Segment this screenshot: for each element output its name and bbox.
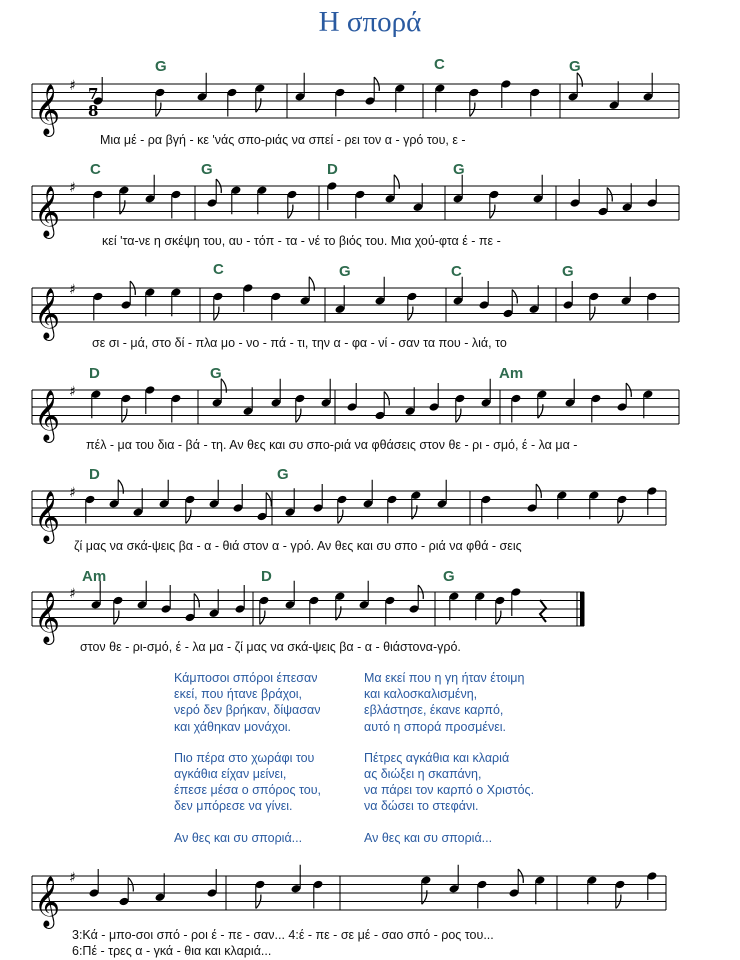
note-flag — [422, 890, 427, 904]
verse-line: δεν μπόρεσε να γίνει. — [174, 799, 293, 814]
verse-line: εβλάστησε, έκανε καρπό, — [364, 703, 504, 718]
chord-symbol: G — [339, 263, 351, 280]
treble-clef-icon: 𝄞 — [34, 84, 61, 135]
lyrics-line: στον θε - ρι-σμό, έ - λα μα - ζί μας να σκά-ψεις βα - α - θιάστονα-γρό. — [80, 640, 461, 654]
verse-line: νερό δεν βρήκαν, δίψασαν — [174, 703, 321, 718]
note-flag — [412, 505, 417, 519]
verse-line: Πέτρες αγκάθια και κλαριά — [364, 750, 510, 765]
verse-line: Πιο πέρα στο χωράφι του — [174, 750, 315, 765]
verse-stanza — [174, 750, 321, 815]
verse-line: αγκάθια είχαν μείνει, — [174, 767, 287, 782]
verse-line: να δώσει το στεφάνι. — [364, 799, 479, 814]
lyrics-line: σε σι - μά, στο δί - πλα μο - νο - πά - τι, την α - φα - νί - σαν τα που - λιά, το — [92, 336, 507, 350]
chord-symbol: G — [443, 568, 455, 585]
verse-line: Μα εκεί που η γη ήταν έτοιμη — [364, 671, 525, 685]
note-flag — [256, 98, 261, 112]
verse-line: Αν θες και συ σποριά... — [174, 830, 303, 845]
lyrics-line: πέλ - μα του δια - βά - τη. Αν θες και συ σπο-ριά να φθάσεις στον θε - ρι - σμό, έ - λα μα - — [86, 438, 578, 452]
verse-line: και καλοσκαλισμένη, — [364, 687, 478, 702]
sharp-icon: ♯ — [69, 384, 76, 400]
chord-symbol: D — [89, 466, 100, 483]
note-flag — [309, 277, 314, 291]
sharp-icon: ♯ — [69, 180, 76, 196]
note-flag — [221, 379, 226, 393]
note-flag — [118, 480, 123, 494]
lyrics-line: 3:Κά - μπο-σοι σπό - ροι έ - πε - σαν... 4:έ - πε - σε μέ - σαο σπό - ρος του... — [72, 928, 494, 942]
note-flag — [538, 404, 543, 418]
verse-line: αυτό η σπορά προσμένει. — [364, 719, 507, 734]
chord-symbol: G — [277, 466, 289, 483]
chord-symbol: C — [434, 56, 445, 73]
treble-clef-icon: 𝄞 — [34, 288, 61, 339]
time-signature-top: 7 — [88, 85, 99, 103]
note-flag — [336, 606, 341, 620]
chord-symbol: G — [562, 263, 574, 280]
chord-symbol: G — [453, 161, 465, 178]
sharp-icon: ♯ — [69, 870, 76, 886]
chord-symbol: C — [451, 263, 462, 280]
sharp-icon: ♯ — [69, 78, 76, 94]
chord-symbol: D — [89, 365, 100, 382]
verse-line: και χάθηκαν μονάχοι. — [174, 719, 292, 734]
sharp-icon: ♯ — [69, 586, 76, 602]
lyrics-line: Μια μέ - ρα βγή - κε 'νάς σπο-ριάς να σπεί - ρει τον α - γρό του, ε - — [100, 133, 466, 147]
verse-line: να πάρει τον καρπό ο Χριστός. — [364, 783, 535, 798]
sharp-icon: ♯ — [69, 282, 76, 298]
time-signature-bottom: 8 — [88, 102, 99, 120]
sharp-icon: ♯ — [69, 485, 76, 501]
verses-right-column — [364, 670, 534, 861]
chord-symbol: D — [327, 161, 338, 178]
chord-symbol: C — [90, 161, 101, 178]
verse-line: έπεσε μέσα ο σπόρος του, — [174, 783, 322, 798]
note-flag — [120, 200, 125, 214]
song-title: Η σπορά — [318, 6, 422, 38]
chord-symbol: G — [569, 58, 581, 75]
treble-clef-icon: 𝄞 — [34, 592, 61, 643]
chord-symbol: G — [155, 58, 167, 75]
chord-symbol: D — [261, 568, 272, 585]
chord-symbol: G — [210, 365, 222, 382]
verse-stanza — [364, 670, 534, 735]
chord-symbol: G — [201, 161, 213, 178]
treble-clef-icon: 𝄞 — [34, 491, 61, 542]
final-barline-thick — [580, 592, 584, 626]
verse-stanza — [364, 750, 534, 815]
treble-clef-icon: 𝄞 — [34, 390, 61, 441]
treble-clef-icon: 𝄞 — [34, 186, 61, 237]
chord-symbol: Am — [499, 365, 524, 382]
chord-symbol: Am — [82, 568, 107, 585]
note-flag — [394, 175, 399, 189]
verse-line: Κάμποσοι σπόροι έπεσαν — [174, 671, 318, 685]
verse-stanza — [174, 830, 321, 846]
lyrics-line: 6:Πέ - τρες α - γκά - θια και κλαριά... — [72, 944, 272, 958]
quarter-rest-icon — [540, 600, 546, 622]
verse-stanza — [174, 670, 321, 735]
verse-line: εκεί, που ήτανε βράχοι, — [174, 687, 303, 702]
verse-stanza — [364, 830, 534, 846]
lyrics-line: κεί 'τα-νε η σκέψη του, αυ - τόπ - τα - νέ το βιός του. Μια χού-φτα έ - πε - — [102, 234, 501, 248]
verses-left-column — [174, 670, 321, 861]
lyrics-line: ζί μας να σκά-ψεις βα - α - θιά στον α - γρό. Αν θες και συ σπο - ριά να φθά - σεις — [74, 539, 522, 553]
verse-line: ας διώξει η σκαπάνη, — [364, 767, 482, 782]
treble-clef-icon: 𝄞 — [34, 876, 61, 927]
verse-line: Αν θες και συ σποριά... — [364, 830, 493, 845]
chord-symbol: C — [213, 261, 224, 278]
